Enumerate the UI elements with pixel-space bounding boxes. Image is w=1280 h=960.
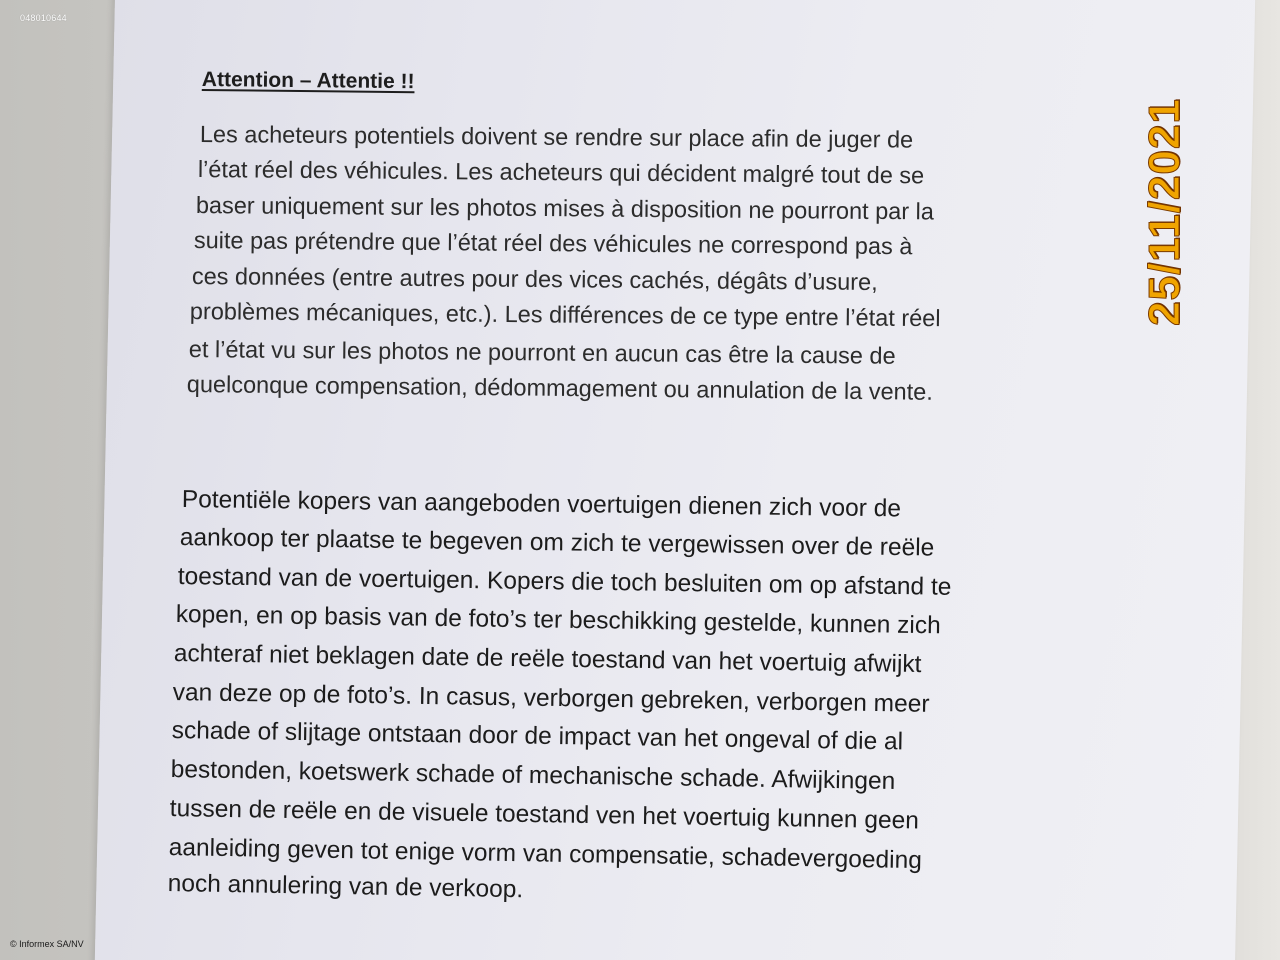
dutch-line: aanleiding geven tot enige vorm van compensatie, schadevergoeding [168,834,923,875]
date-stamp-text [1140,266,1190,326]
dutch-line: van deze op de foto’s. In casus, verborgen gebreken, verborgen meer [172,679,930,718]
dutch-line: achteraf niet beklagen date de reële toestand van het voertuig afwijkt [173,640,922,679]
french-line: Les acheteurs potentiels doivent se rendre sur place afin de juger de [199,121,914,153]
french-line: ces données (entre autres pour des vices cachés, dégâts d’usure, [191,263,878,295]
photo-id-label: 048010644 [20,13,67,23]
french-line: quelconque compensation, dédommagement ou annulation de la vente. [186,371,933,405]
dutch-line: aankoop ter plaatse te begeven om zich te vergewissen over de reële [179,524,935,562]
dutch-line: kopen, en op basis van de foto’s ter beschikking gestelde, kunnen zich [175,601,941,640]
french-line: suite pas prétendre que l’état réel des véhicules ne correspond pas à [193,227,913,260]
dutch-line: schade of slijtage ontstaan door de impact van het ongeval of die al [171,717,904,756]
french-line: problèmes mécaniques, etc.). Les différences de ce type entre l’état réel [189,298,941,332]
copyright-label: © Informex SA/NV [10,939,84,949]
dutch-line: noch annulering van de verkoop. [167,870,524,904]
dutch-line: tussen de reële en de visuele toestand ven het voertuig kunnen geen [169,795,920,835]
french-line: baser uniquement sur les photos mises à disposition ne pourront par la [195,192,935,225]
dutch-line: Potentiële kopers van aangeboden voertuigen dienen zich voor de [181,486,902,523]
french-line: l’état réel des véhicules. Les acheteurs qui décident malgré tout de se [197,156,925,189]
notice-heading: Attention – Attentie !! [201,68,415,94]
date-stamp [1140,266,1280,326]
french-line: et l’état vu sur les photos ne pourront en aucun cas être la cause de [188,336,896,369]
dutch-line: bestonden, koetswerk schade of mechanische schade. Afwijkingen [170,756,896,796]
dutch-line: toestand van de voertuigen. Kopers die toch besluiten om op afstand te [177,563,952,601]
